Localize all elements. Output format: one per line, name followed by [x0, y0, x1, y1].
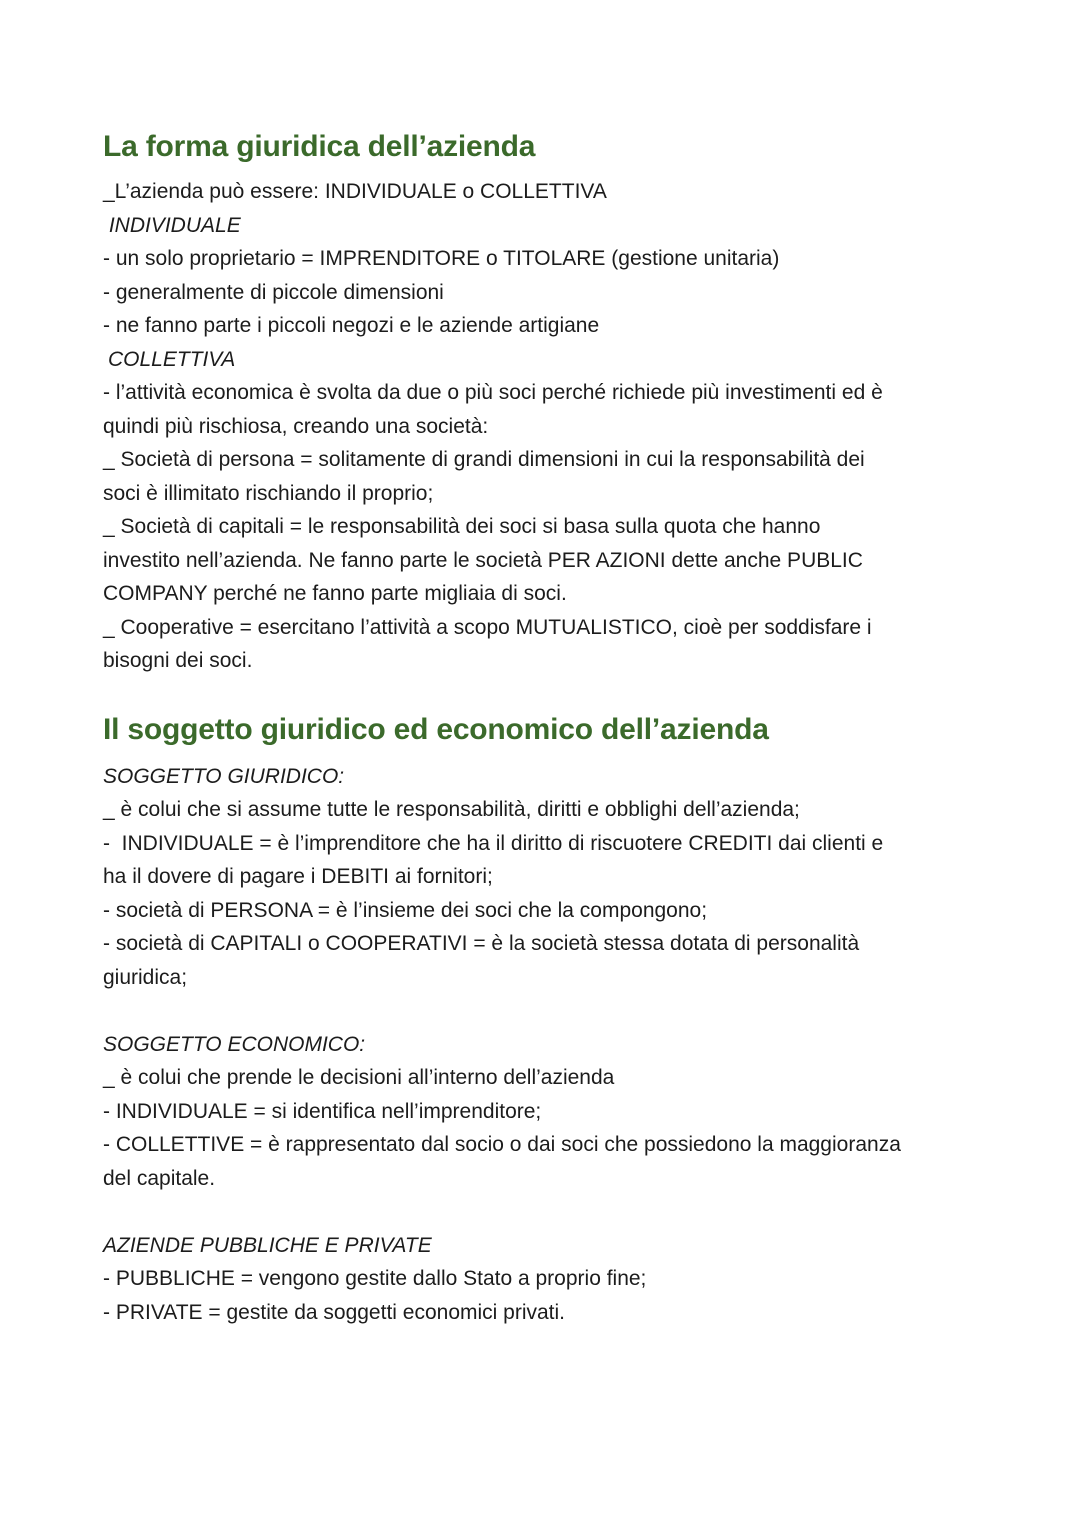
text-line: - società di PERSONA = è l’insieme dei soci che la compongono; — [103, 898, 708, 922]
text-line: investito nell’azienda. Ne fanno parte le società PER AZIONI dette anche PUBLIC — [103, 548, 863, 572]
spacer — [103, 1195, 1003, 1229]
giuridico-label: SOGGETTO GIURIDICO: — [103, 764, 345, 788]
section-title-forma-giuridica: La forma giuridica dell’azienda — [103, 130, 536, 163]
economico-label: SOGGETTO ECONOMICO: — [103, 1032, 366, 1056]
text-line: - l’attività economica è svolta da due o più soci perché richiede più investimenti ed è — [103, 381, 883, 404]
list-item: - generalmente di piccole dimensioni — [103, 280, 444, 304]
text-line: COMPANY perché ne fanno parte migliaia di soci. — [103, 582, 567, 605]
section-soggetto — [103, 710, 1003, 1330]
list-item: - ne fanno parte i piccoli negozi e le aziende artigiane — [103, 314, 600, 337]
individuale-label: INDIVIDUALE — [103, 213, 241, 237]
text-line: soci è illimitato rischiando il proprio; — [103, 481, 434, 505]
text-line: _ è colui che prende le decisioni all’interno dell’azienda — [103, 1066, 615, 1089]
text-line: - PRIVATE = gestite da soggetti economici privati. — [103, 1300, 566, 1324]
intro-line: _L’azienda può essere: INDIVIDUALE o COLLETTIVA — [103, 180, 607, 203]
text-line: - INDIVIDUALE = è l’imprenditore che ha il diritto di riscuotere CREDITI dai clienti e — [103, 831, 884, 855]
text-line: _ è colui che si assume tutte le responsabilità, diritti e obblighi dell’azienda; — [103, 798, 800, 821]
text-line: _ Cooperative = esercitano l’attività a scopo MUTUALISTICO, cioè per soddisfare i — [103, 615, 872, 639]
document-page — [103, 127, 1003, 1329]
text-line: - COLLETTIVE = è rappresentato dal socio o dai soci che possiedono la maggioranza — [103, 1133, 901, 1156]
text-line: _ Società di capitali = le responsabilità dei soci si basa sulla quota che hanno — [103, 515, 821, 538]
text-line: - società di CAPITALI o COOPERATIVI = è la società stessa dotata di personalità — [103, 932, 860, 955]
collettiva-label: COLLETTIVA — [108, 347, 236, 371]
list-item: - un solo proprietario = IMPRENDITORE o TITOLARE (gestione unitaria) — [103, 247, 780, 270]
text-line: quindi più rischiosa, creando una società: — [103, 414, 489, 438]
text-line: _ Società di persona = solitamente di grandi dimensioni in cui la responsabilità dei — [103, 448, 865, 471]
spacer — [103, 994, 1003, 1028]
text-line: ha il dovere di pagare i DEBITI ai fornitori; — [103, 865, 493, 888]
text-line: giuridica; — [103, 965, 188, 989]
text-line: - INDIVIDUALE = si identifica nell’imprenditore; — [103, 1099, 542, 1123]
aziende-label: AZIENDE PUBBLICHE E PRIVATE — [103, 1233, 432, 1257]
text-line: - PUBBLICHE = vengono gestite dallo Stato a proprio fine; — [103, 1267, 647, 1290]
text-line: del capitale. — [103, 1166, 216, 1190]
section-title-soggetto: Il soggetto giuridico ed economico dell’azienda — [103, 712, 769, 746]
text-line: bisogni dei soci. — [103, 649, 253, 672]
